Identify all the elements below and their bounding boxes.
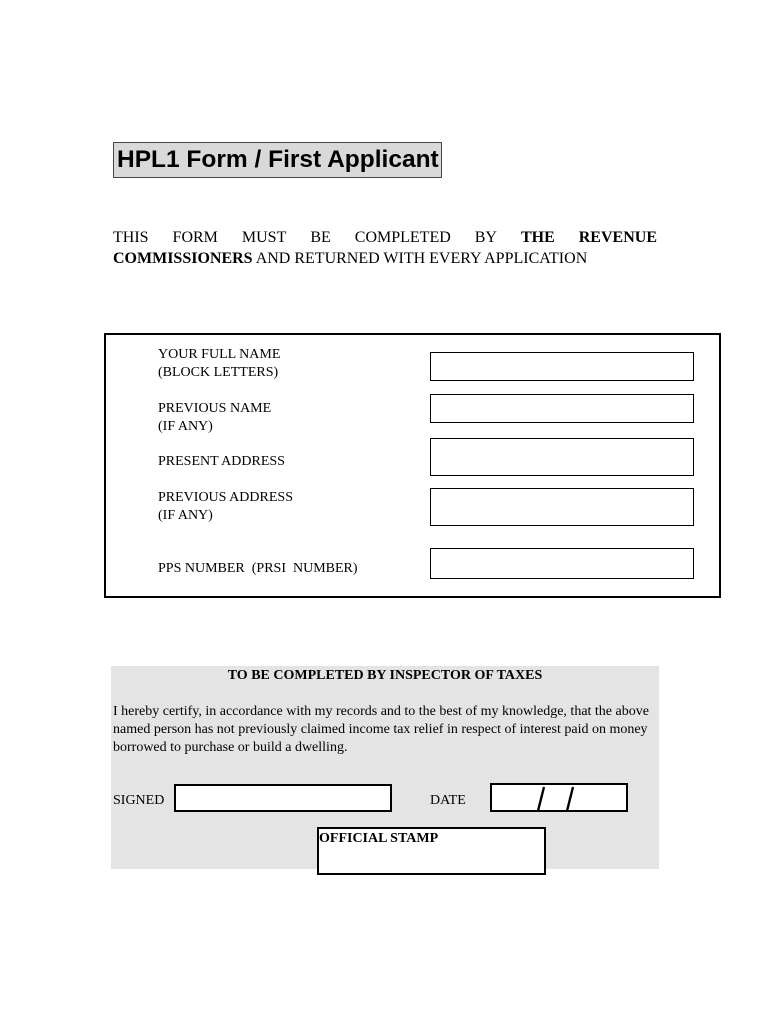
full-name-label-line2: (BLOCK LETTERS) (158, 365, 279, 380)
official-stamp-label: OFFICIAL STAMP (319, 831, 439, 846)
intro-paragraph (113, 227, 657, 269)
date-field[interactable] (490, 783, 628, 812)
certification-text: I hereby certify, in accordance with my records and to the best of my knowledge, that the above named person has not previously claimed income tax relief in respect of interest paid on money borrowed to purchase or build a dwelling. (113, 704, 649, 755)
present-address-label-line1: PRESENT ADDRESS (158, 454, 285, 469)
previous-name-field[interactable] (430, 394, 694, 423)
pps-number-label (158, 560, 358, 578)
previous-name-label-line1: PREVIOUS NAME (158, 401, 272, 416)
previous-address-label (158, 489, 293, 525)
date-label: DATE (430, 793, 466, 808)
previous-name-label-line2: (IF ANY) (158, 419, 213, 434)
previous-address-label-line2: (IF ANY) (158, 508, 213, 523)
previous-address-label-line1: PREVIOUS ADDRESS (158, 490, 293, 505)
previous-name-label (158, 400, 271, 436)
intro-word-bold: THE (520, 229, 555, 246)
intro-bold-commissioners: COMMISSIONERS (113, 250, 253, 267)
full-name-field[interactable] (430, 352, 694, 381)
intro-word: BE (310, 229, 331, 246)
intro-word: COMPLETED (354, 229, 451, 246)
intro-word: THIS (113, 229, 149, 246)
intro-word-bold: REVENUE (578, 229, 657, 246)
full-name-label-line1: YOUR FULL NAME (158, 347, 281, 362)
pps-number-field[interactable] (430, 548, 694, 579)
intro-line-2 (113, 248, 657, 269)
intro-line-1 (113, 227, 657, 248)
intro-word: FORM (172, 229, 218, 246)
intro-line-2-rest: AND RETURNED WITH EVERY APPLICATION (252, 250, 588, 267)
signed-label: SIGNED (113, 793, 165, 808)
signature-field[interactable] (174, 784, 392, 812)
intro-word: BY (474, 229, 497, 246)
pps-number-label-line1: PPS NUMBER (PRSI NUMBER) (158, 561, 358, 576)
present-address-field[interactable] (430, 438, 694, 476)
page-title: HPL1 Form / First Applicant (113, 142, 442, 178)
present-address-label (158, 453, 285, 471)
previous-address-field[interactable] (430, 488, 694, 526)
date-separator-icon (492, 785, 628, 812)
full-name-label (158, 346, 280, 382)
inspector-heading: TO BE COMPLETED BY INSPECTOR OF TAXES (227, 668, 543, 683)
intro-word: MUST (241, 229, 287, 246)
